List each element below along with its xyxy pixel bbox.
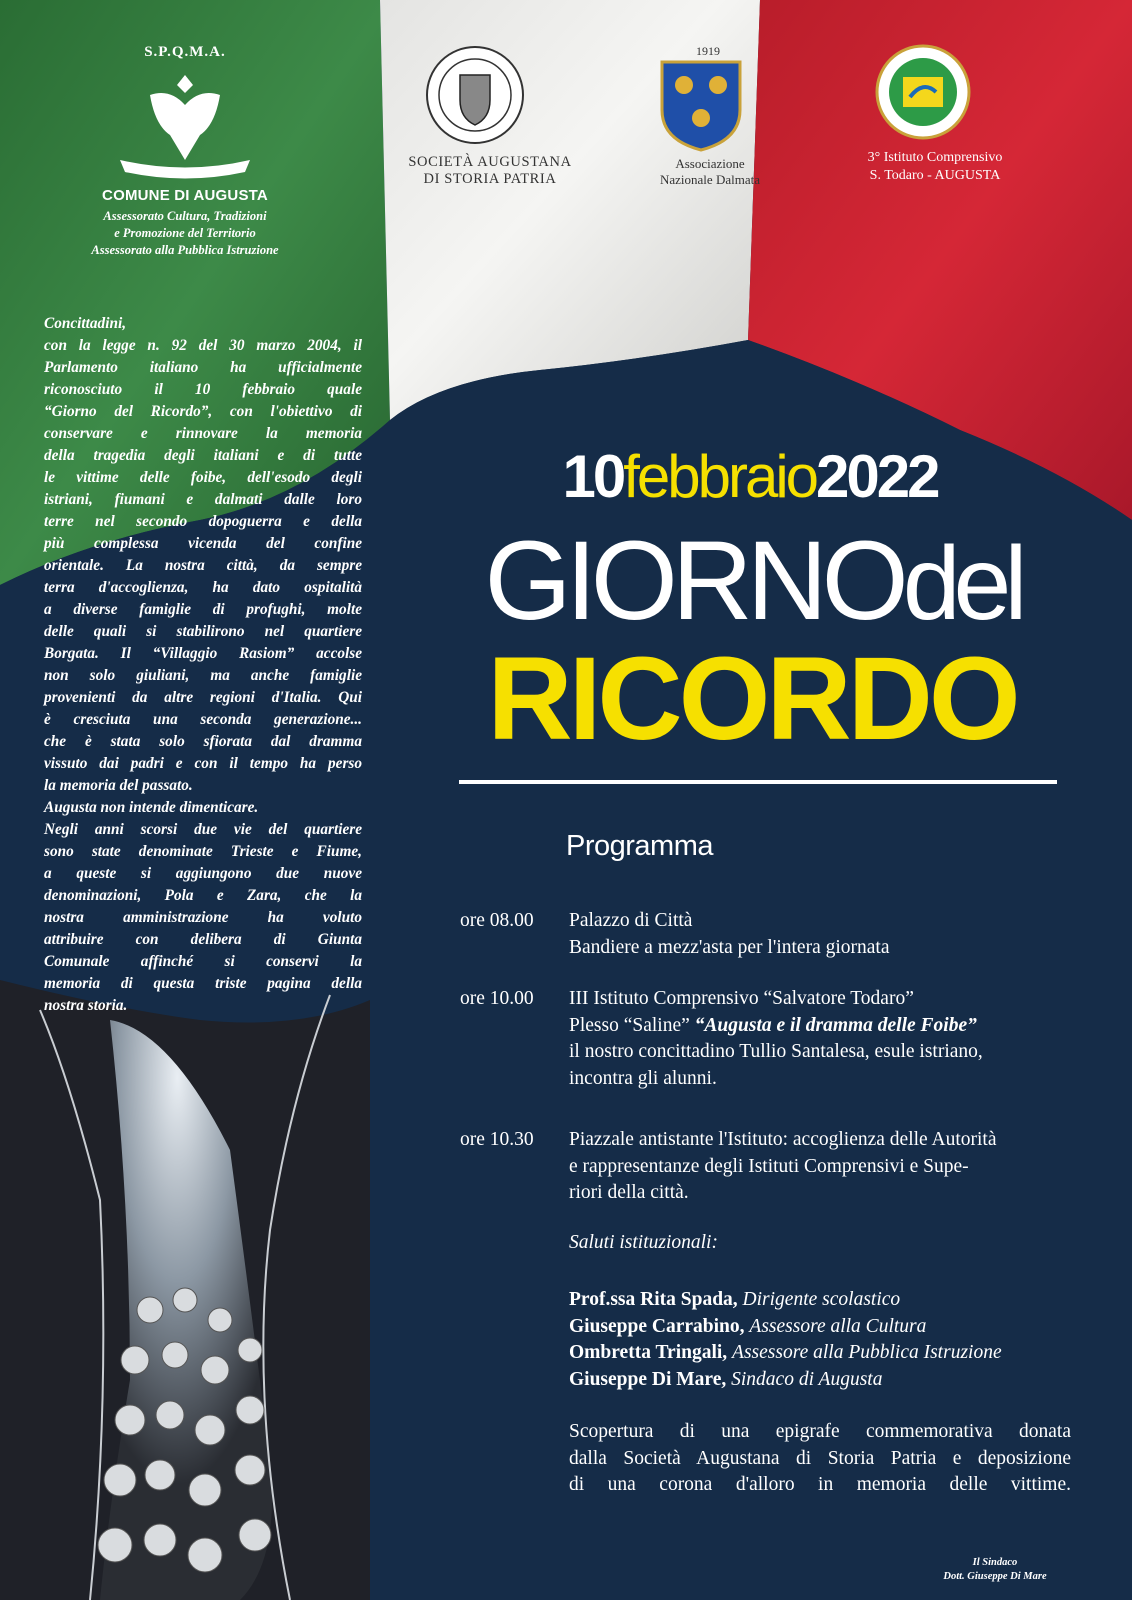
program-time: ore 10.00 xyxy=(460,988,534,1009)
speaker-row xyxy=(569,1367,1089,1394)
speaker-role: Assessore alla Pubblica Istruzione xyxy=(732,1342,1002,1363)
intro-line: della tragedia degli italiani e di tutte xyxy=(44,447,362,464)
program-line: e rappresentanze degli Istituti Comprensivi e Supe- xyxy=(569,1155,969,1177)
intro-line: provenienti da altre regioni d'Italia. Qui xyxy=(44,689,362,706)
program-text: Plesso “Saline” xyxy=(569,1014,695,1036)
istituto-line: S. Todaro - AUGUSTA xyxy=(869,168,1001,183)
speaker-role: Assessore alla Cultura xyxy=(749,1315,927,1337)
intro-line: “Giorno del Ricordo”, con l'obiettivo di xyxy=(44,403,362,420)
intro-line: terre nel secondo dopoguerra e della xyxy=(44,513,362,530)
signature-name: Dott. Giuseppe Di Mare xyxy=(943,1571,1047,1582)
program-line: incontra gli alunni. xyxy=(569,1067,717,1089)
speaker-role: Dirigente scolastico xyxy=(742,1289,901,1310)
speaker-name: Giuseppe Carrabino, xyxy=(569,1315,745,1337)
signature-title: Il Sindaco xyxy=(972,1557,1018,1568)
intro-line: a queste si aggiungono due nuove xyxy=(44,865,362,882)
intro-line: più complessa vicenda del confine xyxy=(44,535,362,552)
dalmata-label xyxy=(630,156,790,188)
societa-label xyxy=(380,154,600,188)
speaker-row xyxy=(569,1314,1089,1341)
intro-line: vissuto dai padri e con il tempo ha perso xyxy=(44,755,362,772)
speaker-name: Prof.ssa Rita Spada, xyxy=(569,1289,738,1310)
date-year: 2022 xyxy=(816,443,938,510)
dalmata-year: 1919 xyxy=(696,44,720,58)
intro-line: Comunale affinché si conservi la xyxy=(44,953,362,970)
title-line-2: RICORDO xyxy=(487,633,1017,765)
intro-line: istriani, fiumani e dalmati dalle loro xyxy=(44,491,362,508)
intro-line: a diverse famiglie di profughi, molte xyxy=(44,601,362,618)
program-line: III Istituto Comprensivo “Salvatore Todaro” xyxy=(569,988,914,1009)
intro-line: non solo giuliani, ma anche famiglie xyxy=(44,667,362,684)
intro-line: Negli anni scorsi due vie del quartiere xyxy=(44,821,362,838)
intro-line: terra d'accoglienza, ha dato ospitalità xyxy=(44,579,362,596)
speaker-role: Sindaco di Augusta xyxy=(731,1368,883,1390)
comune-subtitle xyxy=(40,208,330,259)
closing-line: Scopertura di una epigrafe commemorativa donata xyxy=(569,1421,1071,1442)
signature xyxy=(900,1556,1090,1584)
program-line: Piazzale antistante l'Istituto: accoglienza delle Autorità xyxy=(569,1129,997,1150)
program-item-1 xyxy=(460,908,1080,968)
dalmata-shield xyxy=(662,62,740,150)
intro-line: memoria di questa triste pagina della xyxy=(44,975,362,992)
program-item-3 xyxy=(460,1127,1080,1212)
program-line xyxy=(569,1013,1079,1040)
title-divider xyxy=(459,780,1057,784)
istituto-line: 3° Istituto Comprensivo xyxy=(867,150,1003,165)
intro-line: Concittadini, xyxy=(44,315,127,332)
speaker-row xyxy=(569,1287,1089,1314)
comune-line: e Promozione del Territorio xyxy=(114,226,256,240)
intro-line: Augusta non intende dimenticare. xyxy=(44,799,259,816)
program-details xyxy=(569,908,1079,961)
saluti-heading: Saluti istituzionali: xyxy=(569,1232,718,1253)
intro-line: che è stata solo sfiorata dal dramma xyxy=(44,733,362,750)
closing-line: dalla Società Augustana di Storia Patria e deposizione xyxy=(569,1447,1071,1469)
program-line: riori della città. xyxy=(569,1182,689,1203)
program-line: Palazzo di Città xyxy=(569,910,693,931)
program-time: ore 10.30 xyxy=(460,1129,534,1150)
title-del: del xyxy=(902,526,1021,642)
intro-line: Borgata. Il “Villaggio Rasiom” accolse xyxy=(44,645,362,662)
intro-line: conservare e rinnovare la memoria xyxy=(44,425,362,442)
speaker-row xyxy=(569,1340,1089,1367)
intro-line: delle quali si stabilirono nel quartiere xyxy=(44,623,362,640)
societa-seal xyxy=(427,47,523,143)
dalmata-line: Nazionale Dalmata xyxy=(660,172,760,187)
intro-line: attribuire con delibera di Giunta xyxy=(44,931,362,948)
intro-line: denominazioni, Pola e Zara, che la xyxy=(44,887,362,904)
program-time: ore 08.00 xyxy=(460,910,534,931)
program-talk-title: “Augusta e il dramma delle Foibe” xyxy=(694,1014,977,1036)
intro-line: con la legge n. 92 del 30 marzo 2004, il xyxy=(44,337,362,354)
spqma-text: S.P.Q.M.A. xyxy=(144,44,226,60)
closing-line: di una corona d'alloro in memoria delle vittime. xyxy=(569,1474,1071,1495)
comune-title: COMUNE DI AUGUSTA xyxy=(102,187,268,204)
societa-line: DI STORIA PATRIA xyxy=(423,171,557,187)
program-details xyxy=(569,986,1079,1092)
event-date xyxy=(440,443,1060,510)
intro-line: riconosciuto il 10 febbraio quale xyxy=(44,381,362,398)
comune-line: Assessorato Cultura, Tradizioni xyxy=(103,209,267,223)
title-giorno: GIORNO xyxy=(484,518,903,643)
intro-line: le vittime delle foibe, dell'esodo degli xyxy=(44,469,362,486)
program-line: Bandiere a mezz'asta per l'intera giornata xyxy=(569,936,890,958)
comune-line: Assessorato alla Pubblica Istruzione xyxy=(91,243,279,257)
intro-line: sono state denominate Trieste e Fiume, xyxy=(44,843,362,860)
date-month: febbraio xyxy=(623,443,817,510)
title-line-1 xyxy=(440,518,1065,643)
program-line: il nostro concittadino Tullio Santalesa, esule istriano, xyxy=(569,1041,983,1062)
program-details xyxy=(569,1127,1079,1207)
dalmata-line: Associazione xyxy=(675,156,745,171)
speaker-name: Giuseppe Di Mare, xyxy=(569,1368,727,1390)
intro-line: Parlamento italiano ha ufficialmente xyxy=(44,359,362,376)
program-item-2 xyxy=(460,986,1080,1096)
intro-line: orientale. La nostra città, da sempre xyxy=(44,557,362,574)
societa-line: SOCIETÀ AUGUSTANA xyxy=(408,154,572,170)
closing-paragraph xyxy=(569,1419,1071,1499)
intro-line: nostra amministrazione ha voluto xyxy=(44,909,362,926)
intro-line: la memoria del passato. xyxy=(44,777,193,794)
intro-line: è cresciuta una seconda generazione... xyxy=(44,711,362,728)
speaker-name: Ombretta Tringali, xyxy=(569,1342,728,1363)
intro-line: nostra storia. xyxy=(44,997,128,1014)
speakers-list xyxy=(569,1287,1089,1393)
date-day: 10 xyxy=(562,443,624,510)
istituto-seal xyxy=(877,46,969,138)
intro-text xyxy=(44,313,362,1017)
programma-heading: Programma xyxy=(566,830,713,862)
istituto-label xyxy=(830,149,1040,185)
